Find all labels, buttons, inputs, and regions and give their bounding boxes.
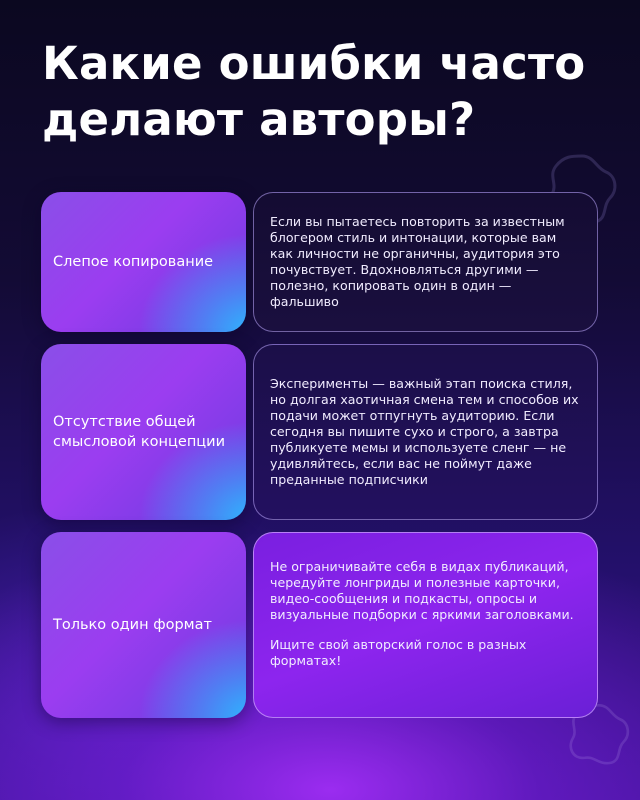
mistake-description-card bbox=[253, 532, 598, 718]
mistake-label-card bbox=[41, 192, 246, 332]
mistake-row-3 bbox=[41, 532, 598, 718]
mistake-label: Только один формат bbox=[53, 617, 212, 633]
mistake-row-2 bbox=[41, 344, 598, 520]
mistake-description: Не ограничивайте себя в видах публикаций, чередуйте лонгриды и полезные карточки, видео-сообщения и подкасты, опросы и визуальные подборки с яркими заголовками. bbox=[270, 559, 574, 622]
mistake-description-card bbox=[253, 344, 598, 520]
title-line-1: Какие ошибки часто bbox=[42, 37, 586, 90]
mistake-description: Если вы пытаетесь повторить за известным блогером стиль и интонации, которые вам как личности не органичны, аудитория это почувствует. Вдохновляться другими — полезно, копировать один в один — фальшиво bbox=[270, 214, 565, 309]
mistake-label-card bbox=[41, 344, 246, 520]
mistake-label bbox=[53, 412, 225, 452]
mistake-label-card bbox=[41, 532, 246, 718]
mistake-label-line-1: Отсутствие общей bbox=[53, 414, 196, 430]
mistake-label: Слепое копирование bbox=[53, 254, 214, 270]
mistake-label-line-2: смысловой концепции bbox=[53, 434, 226, 450]
mistake-tip: Ищите свой авторский голос в разных форматах! bbox=[270, 637, 527, 668]
page-title bbox=[42, 36, 602, 148]
mistake-description-card bbox=[253, 192, 598, 332]
mistake-description: Эксперименты — важный этап поиска стиля, но долгая хаотичная смена тем и способов их подачи может отпугнуть аудиторию. Если сегодня вы пишите сухо и строго, а завтра публикуете мемы и используете сленг — не удивляйтесь, если вас не поймут даже преданные подписчики bbox=[270, 376, 579, 487]
title-line-2: делают авторы? bbox=[42, 93, 476, 146]
mistake-row-1 bbox=[41, 192, 598, 332]
